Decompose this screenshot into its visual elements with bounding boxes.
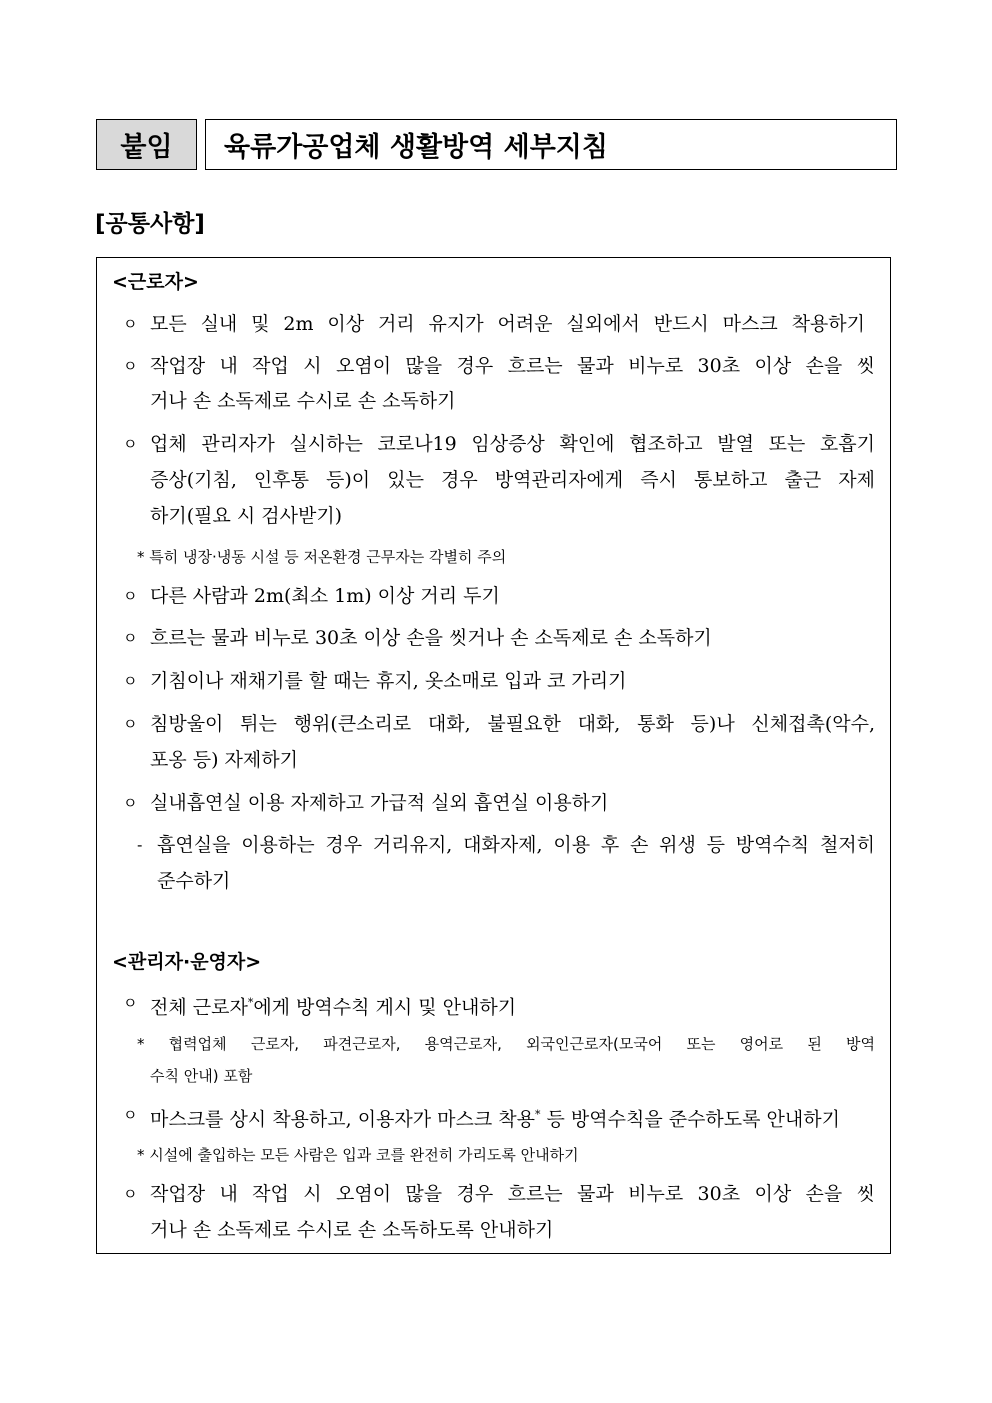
bullet-mark: ㅇ [123,1185,138,1203]
bullet-mark: ㅇ [123,794,138,812]
attachment-tag: 붙임 [96,119,197,170]
manager-item-handwash-line2: 거나 손 소독제로 수시로 손 소독하도록 안내하기 [150,1219,554,1241]
bullet-mark: ㅇ [123,315,138,333]
bullet-mark: ㅇ [123,672,138,690]
bullet-mark: ㅇ [123,1106,138,1124]
note-worker-types-line1: * 협력업체 근로자, 파견근로자, 용역근로자, 외국인근로자(모국어 또는 영어로 된 방역 [137,1035,875,1053]
manager-item-handwash-line1: 작업장 내 작업 시 오염이 많을 경우 흐르는 물과 비누로 30초 이상 손을 씻 [150,1183,875,1205]
manager-item-mask-part1: 마스크를 상시 착용하고, 이용자가 마스크 착용 [150,1108,535,1131]
bullet-mark: ㅇ [123,357,138,375]
note-cold-environment: * 특히 냉장·냉동 시설 등 저온환경 근무자는 각별히 주의 [137,548,507,566]
worker-item-handwash-line1: 작업장 내 작업 시 오염이 많을 경우 흐르는 물과 비누로 30초 이상 손을 씻 [150,355,875,377]
worker-item-cough-etiquette: 기침이나 재채기를 할 때는 휴지, 옷소매로 입과 코 가리기 [150,670,627,692]
worker-item-symptom-line2: 증상(기침, 인후통 등)이 있는 경우 방역관리자에게 즉시 통보하고 출근 자제 [150,469,875,491]
worker-item-hand-sanitize: 흐르는 물과 비누로 30초 이상 손을 씻거나 손 소독제로 손 소독하기 [150,627,712,649]
worker-item-smoking-detail-line1: 흡연실을 이용하는 경우 거리유지, 대화자제, 이용 후 손 위생 등 방역수칙 철저히 [157,834,875,856]
bullet-mark: ㅇ [123,715,138,733]
guideline-box [96,257,891,1254]
dash-mark: - [137,836,143,854]
manager-item-mask [150,1103,840,1131]
managers-heading: <관리자·운영자> [112,951,262,973]
bullet-mark: ㅇ [123,994,138,1012]
note-cover-mouth-nose: * 시설에 출입하는 모든 사람은 입과 코를 완전히 가리도록 안내하기 [137,1146,579,1164]
manager-item-notice-part1: 전체 근로자 [150,996,248,1019]
bullet-mark: ㅇ [123,435,138,453]
manager-item-notice [150,991,516,1019]
manager-item-mask-part2: 등 방역수칙을 준수하도록 안내하기 [540,1108,840,1131]
note-worker-types-line2: 수칙 안내) 포함 [150,1067,253,1085]
footnote-star: * [534,1108,541,1121]
manager-item-notice-part2: 에게 방역수칙 게시 및 안내하기 [253,996,517,1019]
worker-item-distance: 다른 사람과 2m(최소 1m) 이상 거리 두기 [150,585,500,607]
worker-item-mask: 모든 실내 및 2m 이상 거리 유지가 어려운 실외에서 반드시 마스크 착용하기 [150,313,865,335]
worker-item-droplet-line2: 포옹 등) 자제하기 [150,749,298,771]
bullet-mark: ㅇ [123,629,138,647]
worker-item-droplet-line1: 침방울이 튀는 행위(큰소리로 대화, 불필요한 대화, 통화 등)나 신체접촉(악수, [150,713,875,735]
worker-item-smoking-detail-line2: 준수하기 [157,870,231,892]
document-title: 육류가공업체 생활방역 세부지침 [205,119,897,170]
bullet-mark: ㅇ [123,587,138,605]
section-title: [공통사항] [95,211,205,237]
workers-heading: <근로자> [112,271,199,293]
worker-item-smoking: 실내흡연실 이용 자제하고 가급적 실외 흡연실 이용하기 [150,792,609,814]
worker-item-symptom-line1: 업체 관리자가 실시하는 코로나19 임상증상 확인에 협조하고 발열 또는 호흡기 [150,433,875,455]
worker-item-symptom-line3: 하기(필요 시 검사받기) [150,505,343,527]
footnote-star: * [247,996,254,1009]
worker-item-handwash-line2: 거나 손 소독제로 수시로 손 소독하기 [150,390,456,412]
